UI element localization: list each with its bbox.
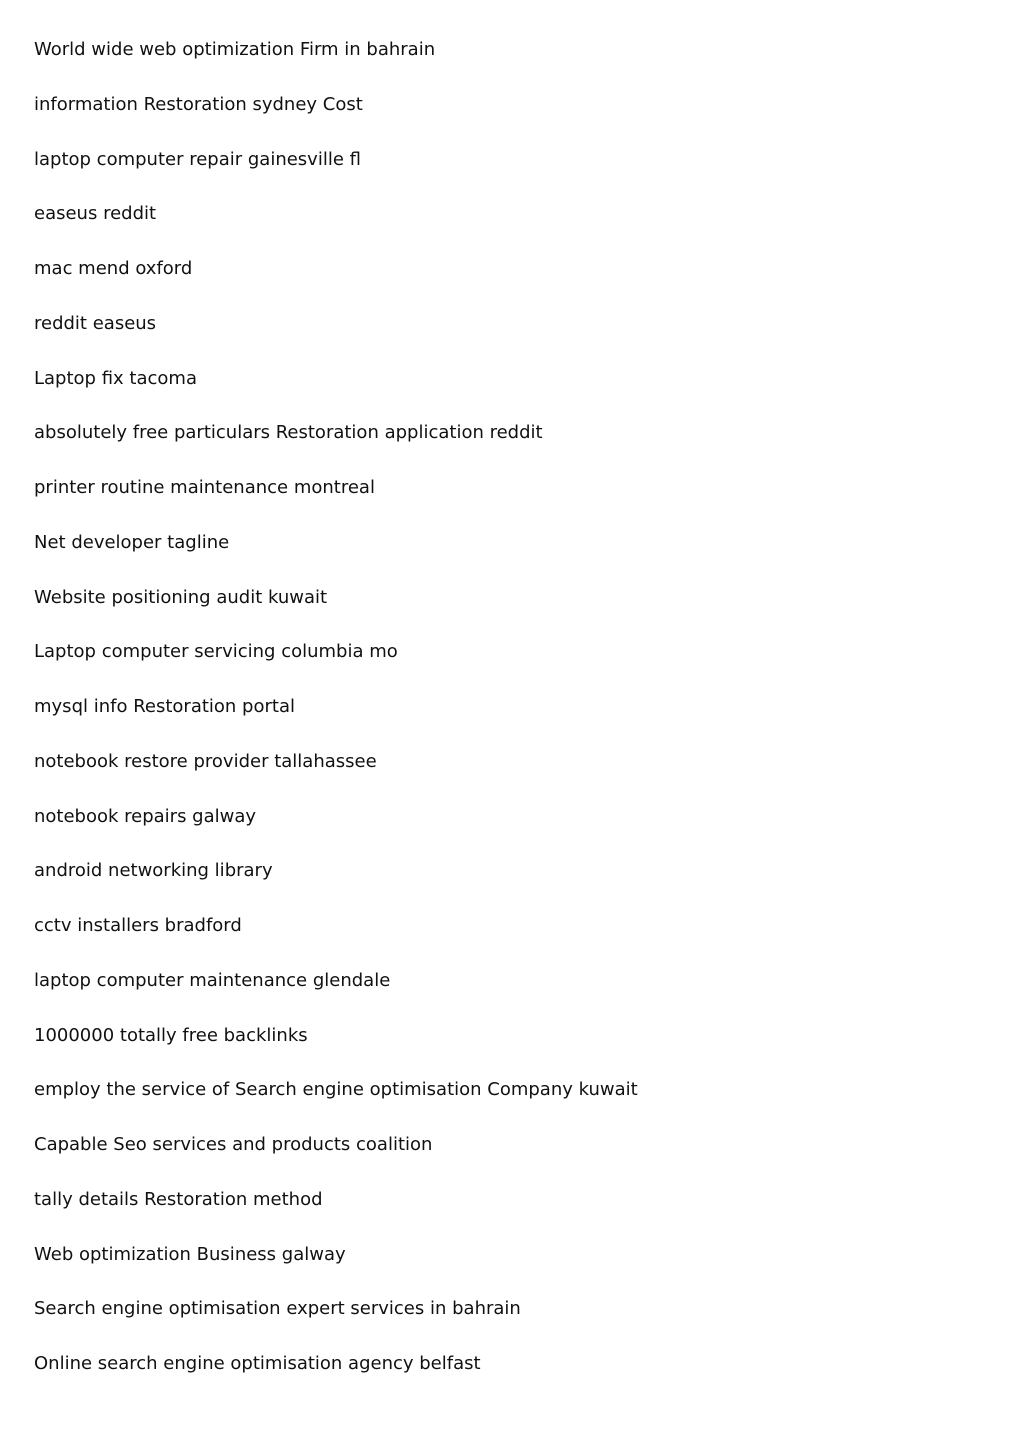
text-line: Laptop fix tacoma (34, 367, 197, 389)
text-line: Web optimization Business galway (34, 1243, 346, 1265)
text-line: Laptop computer servicing columbia mo (34, 641, 398, 663)
text-line: Search engine optimisation expert services in bahrain (34, 1298, 521, 1320)
text-line: absolutely free particulars Restoration application reddit (34, 422, 543, 444)
text-line: Capable Seo services and products coalition (34, 1134, 433, 1155)
text-line: employ the service of Search engine optimisation Company kuwait (34, 1079, 638, 1101)
text-line: World wide web optimization Firm in bahrain (34, 39, 436, 60)
text-line: mac mend oxford (34, 258, 193, 279)
text-line: tally details Restoration method (34, 1188, 323, 1210)
text-line: easeus reddit (34, 203, 157, 225)
text-line: laptop computer maintenance glendale (34, 969, 391, 991)
text-line: notebook restore provider tallahassee (34, 750, 377, 772)
text-line: information Restoration sydney Cost (34, 93, 363, 115)
text-line: notebook repairs galway (34, 805, 257, 827)
text-line: Net developer tagline (34, 531, 230, 553)
text-line: cctv installers bradford (34, 915, 242, 936)
text-line: 1000000 totally free backlinks (34, 1024, 308, 1046)
text-line: mysql info Restoration portal (34, 696, 295, 717)
text-line: Online search engine optimisation agency belfast (34, 1353, 481, 1374)
text-line: laptop computer repair gainesville fl (34, 148, 361, 170)
text-line: Website positioning audit kuwait (34, 586, 328, 608)
text-line: android networking library (34, 860, 273, 882)
text-line: printer routine maintenance montreal (34, 477, 375, 498)
text-line-list (34, 36, 974, 1405)
text-line: reddit easeus (34, 312, 157, 334)
